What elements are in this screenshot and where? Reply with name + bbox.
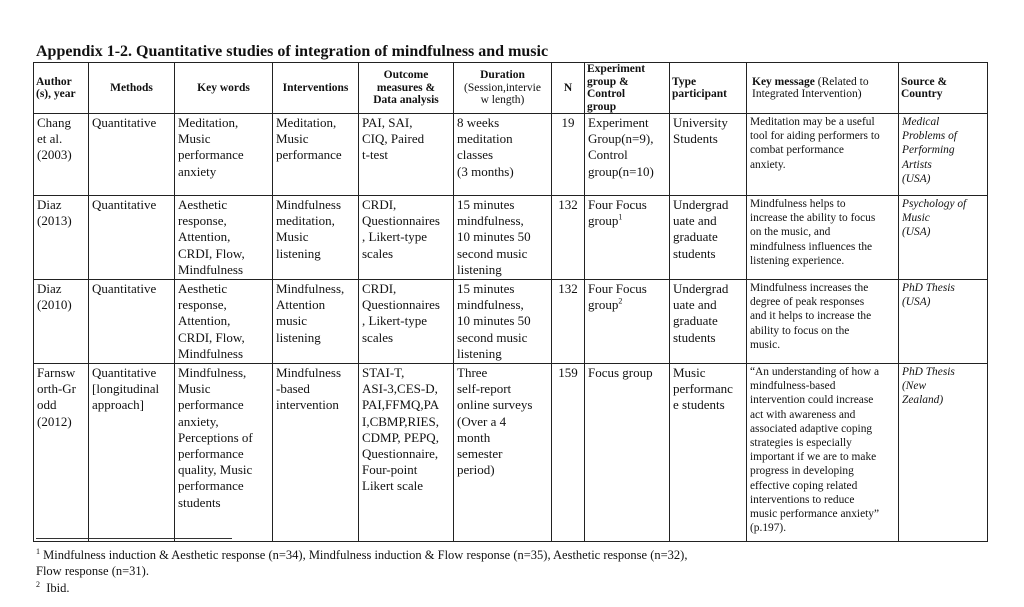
cell-duration: Three self-report online surveys (Over a 4 month semester period) [454, 364, 552, 542]
cell-type: Undergrad uate and graduate students [670, 280, 747, 364]
studies-table [33, 62, 988, 542]
footnote-1: $^1$ Mindfulness induction & Aesthetic response (n=34), Mindfulness induction & Flow response (n=35), Aesthetic response (n=32), Flow response (n=31). [36, 546, 688, 578]
table-row [34, 364, 988, 542]
cell-key-message: Meditation may be a useful tool for aiding performers to combat performance anxiety. [747, 114, 899, 196]
header-type: Type participant [670, 63, 747, 114]
footnote-rule [36, 538, 232, 539]
cell-methods: Quantitative [89, 114, 175, 196]
cell-methods: Quantitative [89, 280, 175, 364]
cell-interventions: Mindfulness, Attention music listening [273, 280, 359, 364]
cell-duration: 15 minutes mindfulness, 10 minutes 50 second music listening [454, 280, 552, 364]
cell-author: Chang et al. (2003) [34, 114, 89, 196]
cell-n: 132 [552, 280, 585, 364]
cell-outcome: CRDI, Questionnaires , Likert-type scales [359, 280, 454, 364]
cell-interventions: Mindfulness meditation, Music listening [273, 196, 359, 280]
cell-source: PhD Thesis (New Zealand) [899, 364, 988, 542]
cell-key-message: Mindfulness increases the degree of peak responses and it helps to increase the ability to focus on the music. [747, 280, 899, 364]
cell-source: Medical Problems of Performing Artists (USA) [899, 114, 988, 196]
cell-duration: 8 weeks meditation classes (3 months) [454, 114, 552, 196]
header-interventions: Interventions [273, 63, 359, 114]
header-methods: Methods [89, 63, 175, 114]
header-source: Source & Country [899, 63, 988, 114]
cell-n: 159 [552, 364, 585, 542]
cell-source: PhD Thesis (USA) [899, 280, 988, 364]
cell-source: Psychology of Music (USA) [899, 196, 988, 280]
table-row [34, 280, 988, 364]
header-key-message: Key message (Related to Integrated Intervention) [747, 63, 899, 114]
cell-keywords: Aesthetic response, Attention, CRDI, Flow, Mindfulness [175, 196, 273, 280]
cell-type: Undergrad uate and graduate students [670, 196, 747, 280]
cell-author: Farnsw orth-Gr odd (2012) [34, 364, 89, 542]
cell-keywords: Aesthetic response, Attention, CRDI, Flow, Mindfulness [175, 280, 273, 364]
cell-experiment: Experiment Group(n=9), Control group(n=10) [585, 114, 670, 196]
cell-duration: 15 minutes mindfulness, 10 minutes 50 second music listening [454, 196, 552, 280]
cell-methods: Quantitative [89, 196, 175, 280]
cell-methods: Quantitative [longitudinal approach] [89, 364, 175, 542]
cell-n: 19 [552, 114, 585, 196]
header-outcome: Outcome measures & Data analysis [359, 63, 454, 114]
cell-experiment: Four Focus group$^2$ [585, 280, 670, 364]
cell-key-message: Mindfulness helps to increase the ability to focus on the music, and mindfulness influences the listening experience. [747, 196, 899, 280]
cell-experiment: Four Focus group$^1$ [585, 196, 670, 280]
cell-author: Diaz (2013) [34, 196, 89, 280]
cell-type: University Students [670, 114, 747, 196]
header-keywords: Key words [175, 63, 273, 114]
cell-outcome: PAI, SAI, CIQ, Paired t-test [359, 114, 454, 196]
cell-interventions: Meditation, Music performance [273, 114, 359, 196]
header-n: N [552, 63, 585, 114]
footnote-2: $^2$ Ibid. [36, 579, 70, 595]
cell-experiment: Focus group [585, 364, 670, 542]
cell-keywords: Mindfulness, Music performance anxiety, Perceptions of performance quality, Music performance students [175, 364, 273, 542]
cell-interventions: Mindfulness -based intervention [273, 364, 359, 542]
cell-type: Music performanc e students [670, 364, 747, 542]
cell-n: 132 [552, 196, 585, 280]
cell-keywords: Meditation, Music performance anxiety [175, 114, 273, 196]
cell-outcome: CRDI, Questionnaires , Likert-type scales [359, 196, 454, 280]
header-experiment: Experiment group & Control group [585, 63, 670, 114]
cell-author: Diaz (2010) [34, 280, 89, 364]
table-row [34, 114, 988, 196]
header-author: Author (s), year [34, 63, 89, 114]
cell-outcome: STAI-T, ASI-3,CES-D, PAI,FFMQ,PA I,CBMP,RIES, CDMP, PEPQ, Questionnaire, Four-point Likert scale [359, 364, 454, 542]
table-row [34, 196, 988, 280]
header-row [34, 63, 988, 114]
header-duration: Duration (Session,intervie w length) [454, 63, 552, 114]
cell-key-message: “An understanding of how a mindfulness-based intervention could increase act with awareness and associated adaptive coping strategies is especially important if we are to make progress in developing effective coping related interventions to reduce music performance anxiety” (p.197). [747, 364, 899, 542]
appendix-title: Appendix 1-2. Quantitative studies of integration of mindfulness and music [36, 43, 549, 60]
